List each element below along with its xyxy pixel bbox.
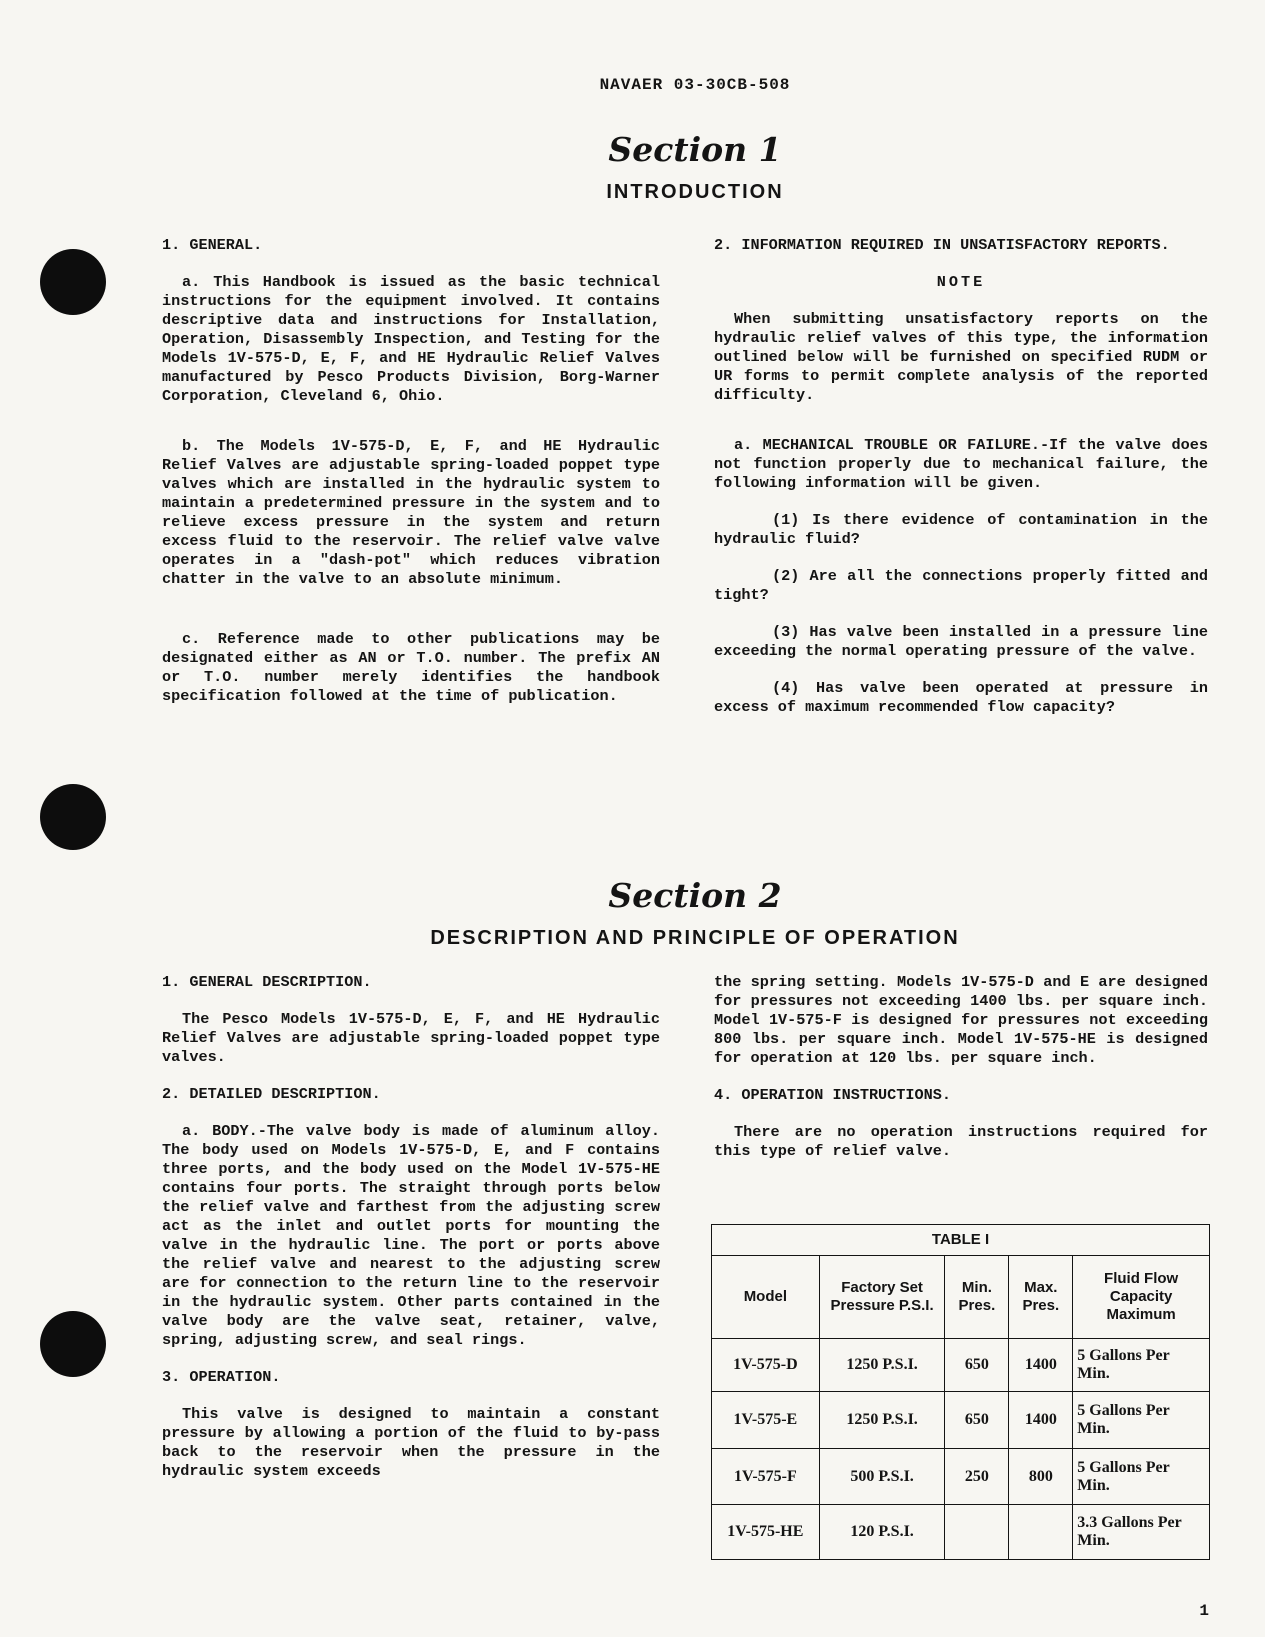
body-paragraph: a. BODY.-The valve body is made of aluminum alloy. The body used on Models 1V-575-D, E, and F contains three ports, and the body used on the Model 1V-575-HE contains four ports. The straight through ports below the relief valve and farthest from the adjusting screw act as the inlet and outlet ports for mounting the valve in the hydraulic line. The port or ports above the relief valve and nearest to the adjusting screw are for connection to the return line to the reservoir in the hydraulic system. Other parts contained in the valve body are the valve seat, retainer, valve, spring, adjusting screw, and seal rings. [162,1122,660,1349]
table-cell: 650 [945,1339,1009,1392]
table-cell: 1400 [1009,1339,1073,1392]
table-row [712,1505,1210,1560]
table-cell: 5 Gallons Per Min. [1073,1339,1210,1392]
table-cell: 650 [945,1392,1009,1449]
page-number: 1 [1199,1602,1209,1620]
operation-paragraph: This valve is designed to maintain a constant pressure by allowing a portion of the fluid to by-pass back to the reservoir when the pressure in the hydraulic system exceeds [162,1405,660,1480]
section-1-title: Section 1 [608,130,782,169]
table-cell: 5 Gallons Per Min. [1073,1449,1210,1505]
binder-hole [40,1311,106,1377]
table-cell: 250 [945,1449,1009,1505]
table-cell: 1V-575-E [712,1392,820,1449]
table-cell: 1250 P.S.I. [819,1339,945,1392]
continued-paragraph: the spring setting. Models 1V-575-D and E are designed for pressures not exceeding 1400 lbs. per square inch. Model 1V-575-F is designed for pressures not exceeding 800 lbs. per square inch. Model 1V-575-HE is designed for operation at 120 lbs. per square inch. [714,973,1208,1067]
table-cell: 1250 P.S.I. [819,1392,945,1449]
detailed-description-heading: 2. DETAILED DESCRIPTION. [162,1085,381,1103]
question-3: (3) Has valve been installed in a pressure line exceeding the normal operating pressure of the valve. [714,623,1208,660]
general-heading: 1. GENERAL. [162,236,263,254]
paragraph-a-mechanical: a. MECHANICAL TROUBLE OR FAILURE.-If the valve does not function properly due to mechanical failure, the following information will be given. [714,436,1208,492]
table-cell: 5 Gallons Per Min. [1073,1392,1210,1449]
table-cell: 120 P.S.I. [819,1505,945,1560]
note-text: When submitting unsatisfactory reports on the hydraulic relief valves of this type, the information outlined below will be furnished on specified RUDM or UR forms to permit complete analysis of the reported difficulty. [714,310,1208,404]
table-row [712,1392,1210,1449]
section-1-right-column [714,236,1208,717]
document-id: NAVAER 03-30CB-508 [599,76,791,94]
table-cell: 1V-575-HE [712,1505,820,1560]
table-row [712,1449,1210,1505]
table-i [711,1224,1210,1560]
section-2-heading: DESCRIPTION AND PRINCIPLE OF OPERATION [430,927,960,949]
table-cell: 500 P.S.I. [819,1449,945,1505]
operation-instructions-heading: 4. OPERATION INSTRUCTIONS. [714,1086,951,1104]
table-header-cell: Factory Set Pressure P.S.I. [819,1256,945,1339]
paragraph-c: c. Reference made to other publications may be designated either as AN or T.O. number. The prefix AN or T.O. number merely identifies the handbook specification followed at the time of publication. [162,630,660,705]
binder-hole [40,784,106,850]
table-header-cell: Model [712,1256,820,1339]
info-required-heading: 2. INFORMATION REQUIRED IN UNSATISFACTORY REPORTS. [714,236,1170,254]
section-2-left-column [162,973,660,1481]
table-cell [945,1505,1009,1560]
table-header-cell: Min. Pres. [945,1256,1009,1339]
section-1-left-column [162,236,660,706]
general-description-heading: 1. GENERAL DESCRIPTION. [162,973,372,991]
table-title: TABLE I [712,1225,1210,1256]
table-cell [1009,1505,1073,1560]
section-2-title: Section 2 [608,876,782,915]
table-header-cell: Fluid Flow Capacity Maximum [1073,1256,1210,1339]
question-1: (1) Is there evidence of contamination in the hydraulic fluid? [714,511,1208,548]
question-4: (4) Has valve been operated at pressure in excess of maximum recommended flow capacity? [714,679,1208,716]
table-cell: 1400 [1009,1392,1073,1449]
operation-heading: 3. OPERATION. [162,1368,281,1386]
table-cell: 1V-575-D [712,1339,820,1392]
table-row [712,1339,1210,1392]
table-cell: 1V-575-F [712,1449,820,1505]
paragraph-a: a. This Handbook is issued as the basic technical instructions for the equipment involved. It contains descriptive data and instructions for Installation, Operation, Disassembly Inspection, and Testing for the Models 1V-575-D, E, F, and HE Hydraulic Relief Valves manufactured by Pesco Products Division, Borg-Warner Corporation, Cleveland 6, Ohio. [162,273,660,405]
table-cell: 800 [1009,1449,1073,1505]
question-2: (2) Are all the connections properly fitted and tight? [714,567,1208,604]
section-1-heading: INTRODUCTION [606,181,784,203]
binder-hole [40,249,106,315]
note-title: NOTE [936,273,986,291]
table-cell: 3.3 Gallons Per Min. [1073,1505,1210,1560]
table-header-cell: Max. Pres. [1009,1256,1073,1339]
operation-instructions-text: There are no operation instructions required for this type of relief valve. [714,1123,1208,1160]
paragraph-b: b. The Models 1V-575-D, E, F, and HE Hydraulic Relief Valves are adjustable spring-loaded poppet type valves which are installed in the hydraulic system to maintain a predetermined pressure in the system and to relieve excess pressure in the system and return excess fluid to the reservoir. The relief valve valve operates in a "dash-pot" which reduces vibration chatter in the valve to an absolute minimum. [162,437,660,588]
section-2-right-column [714,973,1208,1161]
general-description-text: The Pesco Models 1V-575-D, E, F, and HE Hydraulic Relief Valves are adjustable spring-loaded poppet type valves. [162,1010,660,1066]
